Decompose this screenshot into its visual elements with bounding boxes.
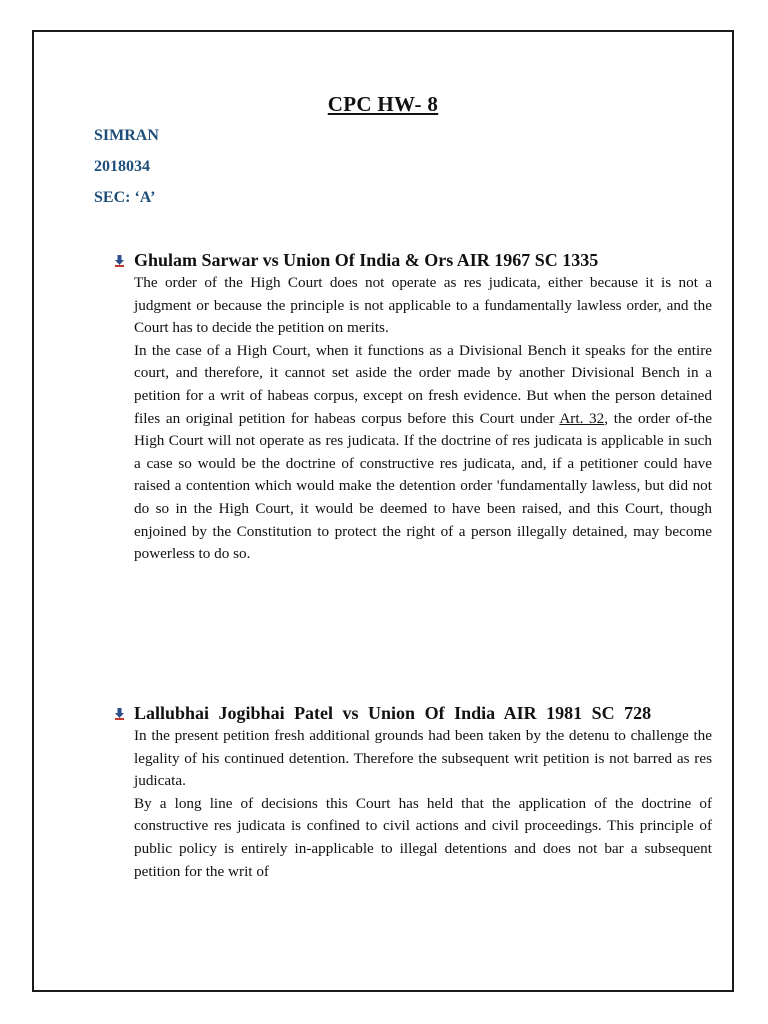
arrow-bullet-icon [112,702,134,725]
case-heading [112,702,712,725]
paragraph-text: , the order of-the High Court will not operate as res judicata. If the doctrine of res judicata is applicable in such a case so would be the doctrine of constructive res judicata, and, if a petitioner could have raised a contention which would make the detention order 'fundamentally lawless, but did not do so in the High Court, it would be deemed to have been raised, and this Court, though enjoined by the Constitution to protect the right of a person illegally detained, may become powerless to do so. [134,409,712,563]
arrow-bullet-icon [112,249,134,272]
case-paragraph: In the present petition fresh additional grounds had been taken by the detenu to challenge the legality of his continued detention. Therefore the subsequent writ petition is not barred as res judicata. [134,727,712,790]
document-title: CPC HW- 8 [327,92,439,116]
student-roll-number: 2018034 [94,158,150,175]
page-frame [32,30,734,992]
case-heading [112,249,712,272]
case-paragraph: By a long line of decisions this Court has held that the application of the doctrine of constructive res judicata is confined to civil actions and civil proceedings. This principle of public policy is entirely in-applicable to illegal detentions and does not bar a subsequent petition for the writ of [134,794,712,880]
case-paragraph: The order of the High Court does not operate as res judicata, either because it is not a judgment or because the principle is not applicable to a fundamentally lawless order, and the Court has to decide the petition on merits. [134,274,712,337]
case-heading-text: Ghulam Sarwar vs Union Of India & Ors AIR 1967 SC 1335 [134,250,599,270]
case-paragraph [134,340,712,566]
case-heading-text: Lallubhai Jogibhai Patel vs Union Of India AIR 1981 SC 728 [134,703,652,723]
case-section-ghulam-sarwar [112,249,712,566]
case-body [134,725,712,883]
case-body [134,272,712,566]
student-name: SIMRAN [94,127,159,144]
article-32-link[interactable]: Art. 32 [559,409,605,427]
case-section-lallubhai-patel [112,702,712,883]
student-section: SEC: ‘A’ [94,189,156,206]
paragraph-text: In the case of a High Court, when it functions as a Divisional Bench it speaks for the entire court, and therefore, it cannot set aside the order made by another Divisional Bench in a petition for a writ of habeas corpus, except on fresh evidence. But when the person detained files an original petition for habeas corpus before this Court under [134,341,712,427]
